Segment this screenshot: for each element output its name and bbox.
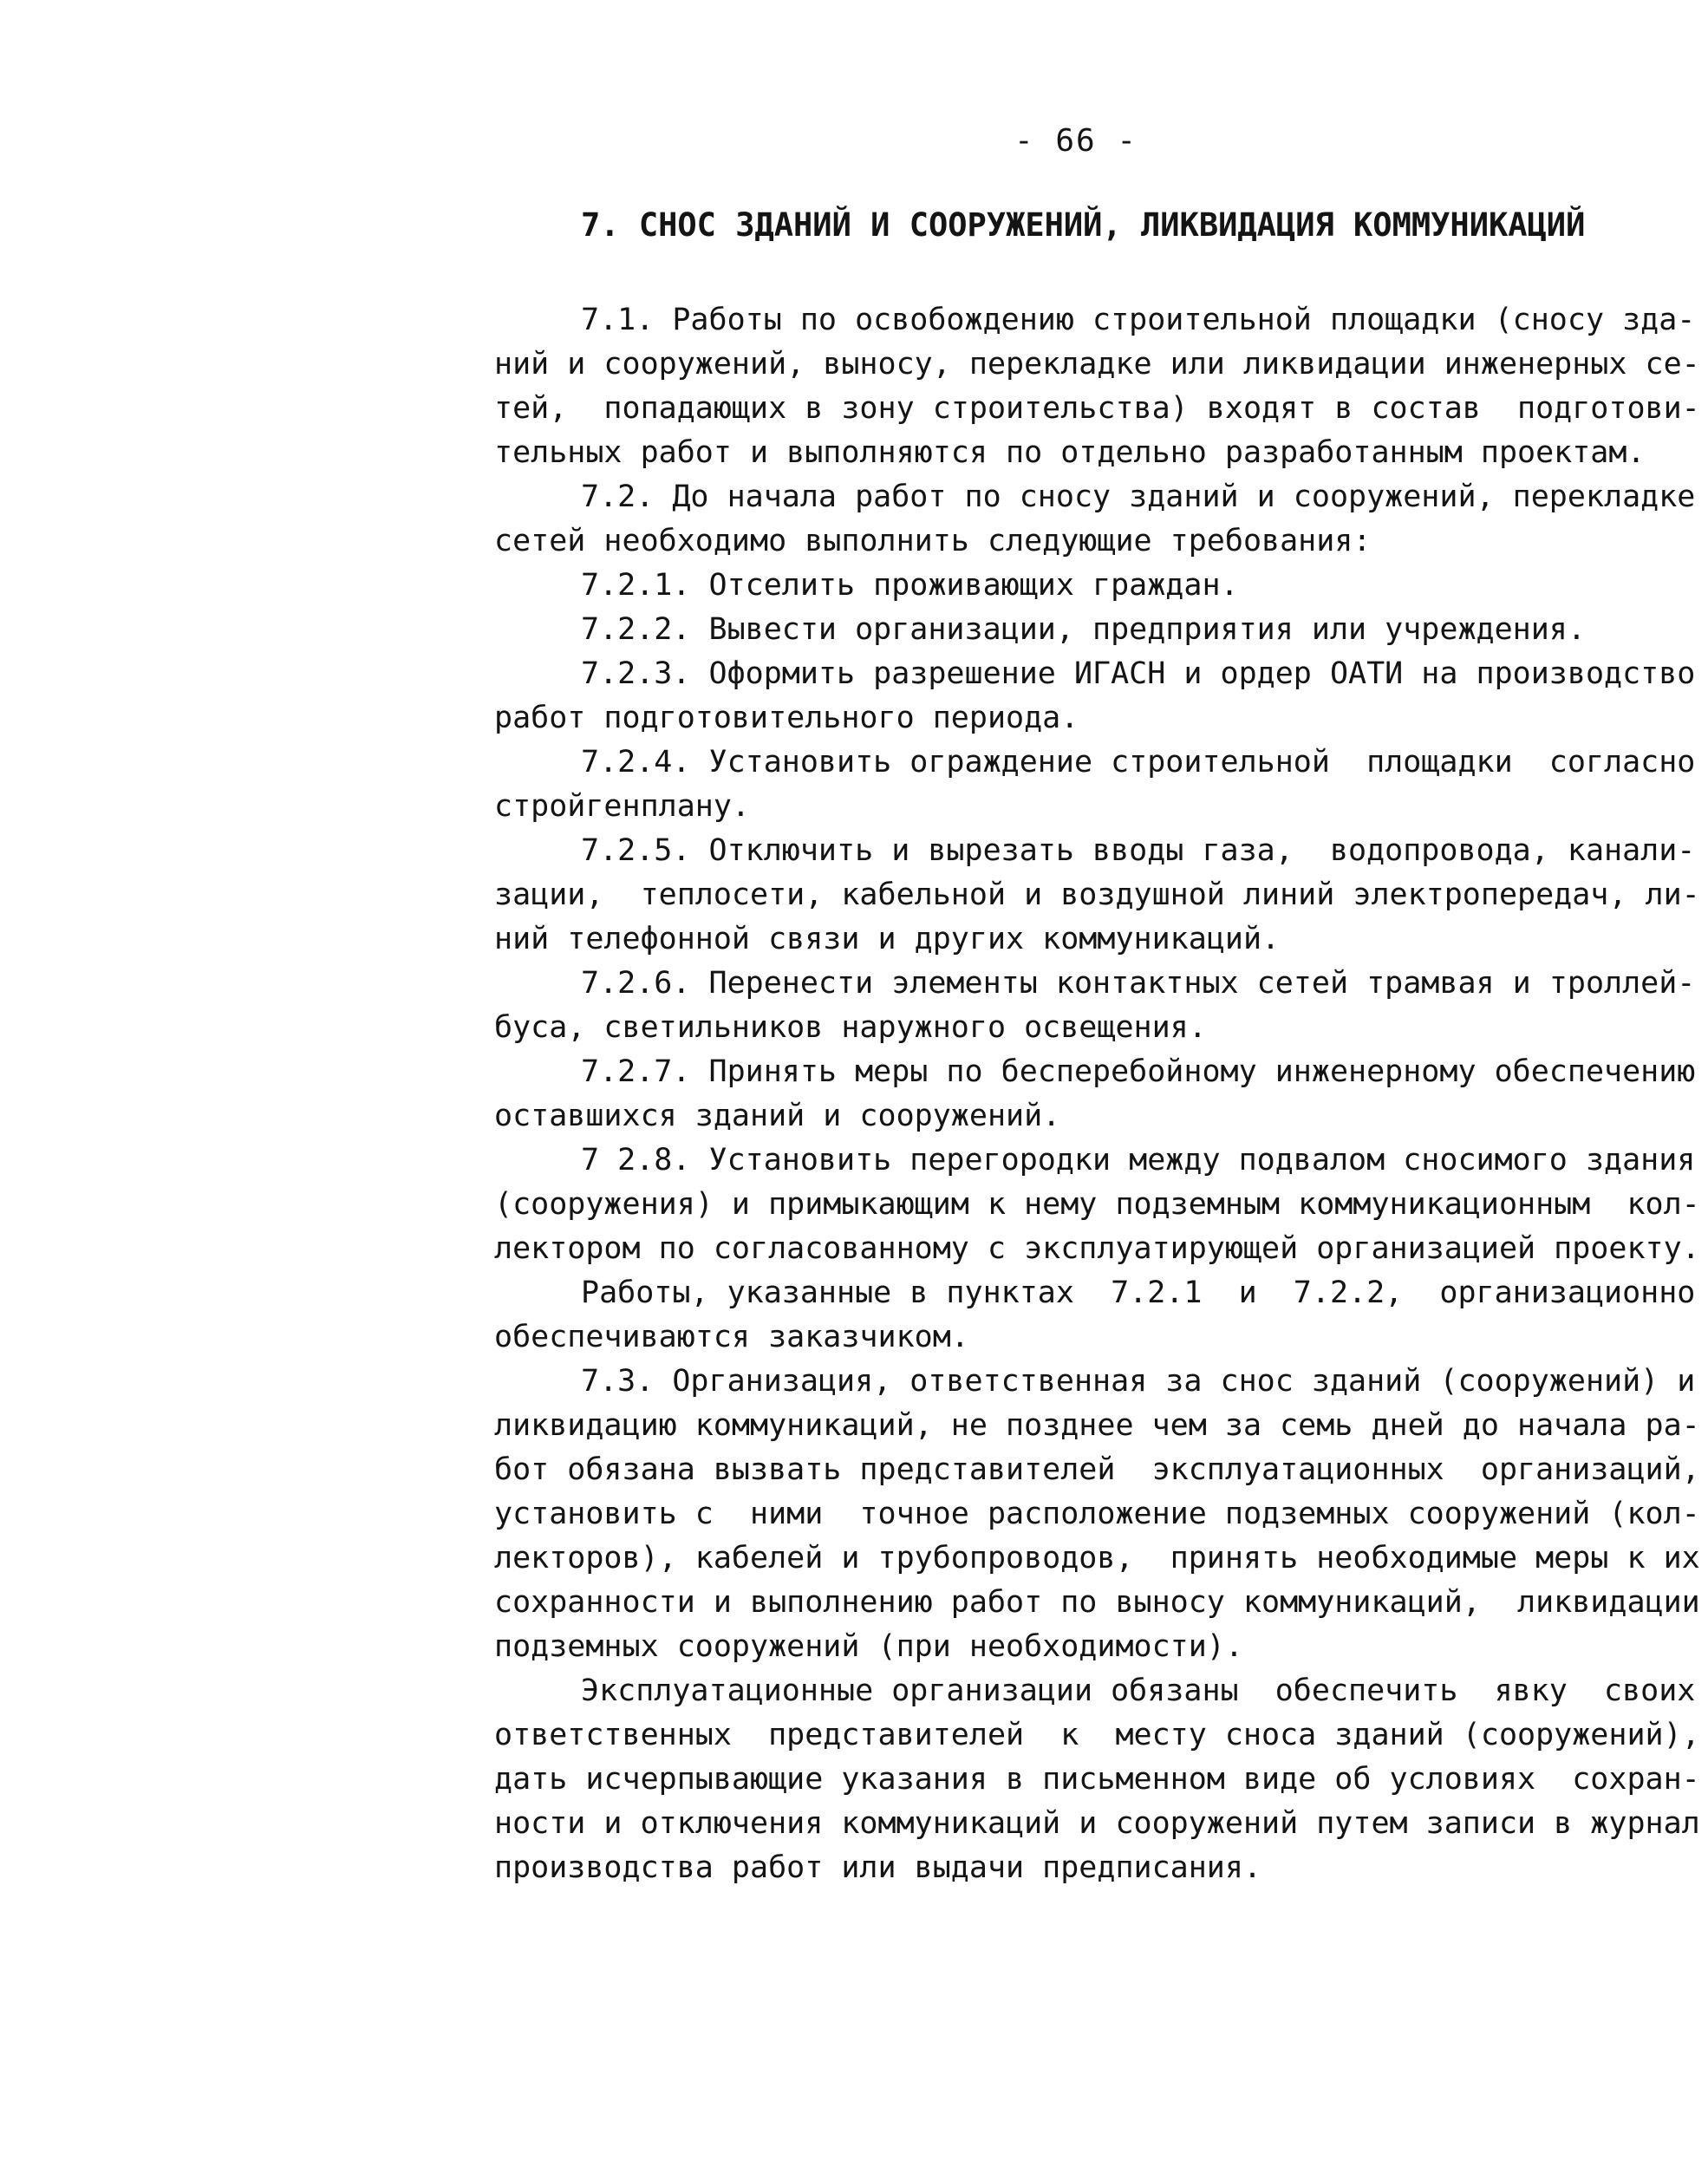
text-line: 7.2.5. Отключить и вырезать вводы газа, водопровода, канали- <box>581 833 1696 868</box>
text-line: установить с ними точное расположение подземных сооружений (кол- <box>494 1497 1700 1531</box>
text-line: ний телефонной связи и других коммуникаций. <box>494 922 1281 956</box>
text-line: производства работ или выдачи предписания. <box>494 1850 1262 1885</box>
text-line: ности и отключения коммуникаций и сооружений путем записи в журнал <box>494 1806 1700 1841</box>
text-line: 7.1. Работы по освобождению строительной площадки (сносу зда- <box>581 303 1696 337</box>
text-line: оставшихся зданий и сооружений. <box>494 1099 1061 1133</box>
text-line: 7.2.3. Оформить разрешение ИГАСН и ордер ОАТИ на производство <box>581 656 1696 691</box>
text-line: тей, попадающих в зону строительства) входят в состав подготови- <box>494 391 1700 426</box>
text-line: ответственных представителей к месту сноса зданий (сооружений), <box>494 1718 1700 1752</box>
text-line: бот обязана вызвать представителей эксплуатационных организаций, <box>494 1452 1700 1487</box>
text-line: тельных работ и выполняются по отдельно разработанным проектам. <box>494 435 1646 470</box>
text-line: ликвидацию коммуникаций, не позднее чем за семь дней до начала ра- <box>494 1408 1700 1443</box>
page-number: - 66 - <box>1014 123 1138 159</box>
text-line: дать исчерпывающие указания в письменном виде об условиях сохран- <box>494 1762 1700 1797</box>
text-line: сохранности и выполнению работ по выносу коммуникаций, ликвидации <box>494 1585 1700 1620</box>
text-line: стройгенплану. <box>494 789 751 824</box>
text-line: 7.3. Организация, ответственная за снос зданий (сооружений) и <box>581 1364 1696 1399</box>
text-line: подземных сооружений (при необходимости). <box>494 1629 1243 1664</box>
text-line: лектором по согласованному с эксплуатирующей организацией проекту. <box>494 1231 1700 1266</box>
text-line: ний и сооружений, выносу, перекладке или ликвидации инженерных се- <box>494 347 1700 382</box>
text-line: обеспечиваются заказчиком. <box>494 1320 969 1354</box>
text-line: буса, светильников наружного освещения. <box>494 1010 1207 1045</box>
text-line: лекторов), кабелей и трубопроводов, принять необходимые меры к их <box>494 1541 1700 1576</box>
text-line: 7.2. До начала работ по сносу зданий и сооружений, перекладке <box>581 480 1696 514</box>
section-title: 7. СНОС ЗДАНИЙ И СООРУЖЕНИЙ, ЛИКВИДАЦИЯ КОММУНИКАЦИЙ <box>581 206 1586 244</box>
text-line: 7.2.7. Принять меры по бесперебойному инженерному обеспечению <box>581 1054 1696 1089</box>
text-line: 7.2.1. Отселить проживающих граждан. <box>581 568 1239 603</box>
text-line: (сооружения) и примыкающим к нему подземным коммуникационным кол- <box>494 1187 1700 1222</box>
text-line: 7.2.2. Вывести организации, предприятия или учреждения. <box>581 612 1586 647</box>
text-line: Работы, указанные в пунктах 7.2.1 и 7.2.2, организационно <box>581 1275 1696 1310</box>
text-line: 7.2.6. Перенести элементы контактных сетей трамвая и троллей- <box>581 966 1696 1001</box>
text-line: Эксплуатационные организации обязаны обеспечить явку своих <box>581 1673 1696 1708</box>
text-line: работ подготовительного периода. <box>494 701 1079 735</box>
text-line: 7.2.4. Установить ограждение строительной площадки согласно <box>581 745 1696 780</box>
text-line: зации, теплосети, кабельной и воздушной линий электропередач, ли- <box>494 877 1700 912</box>
text-line: 7 2.8. Установить перегородки между подвалом сносимого здания <box>581 1143 1696 1178</box>
text-line: сетей необходимо выполнить следующие требования: <box>494 524 1372 558</box>
